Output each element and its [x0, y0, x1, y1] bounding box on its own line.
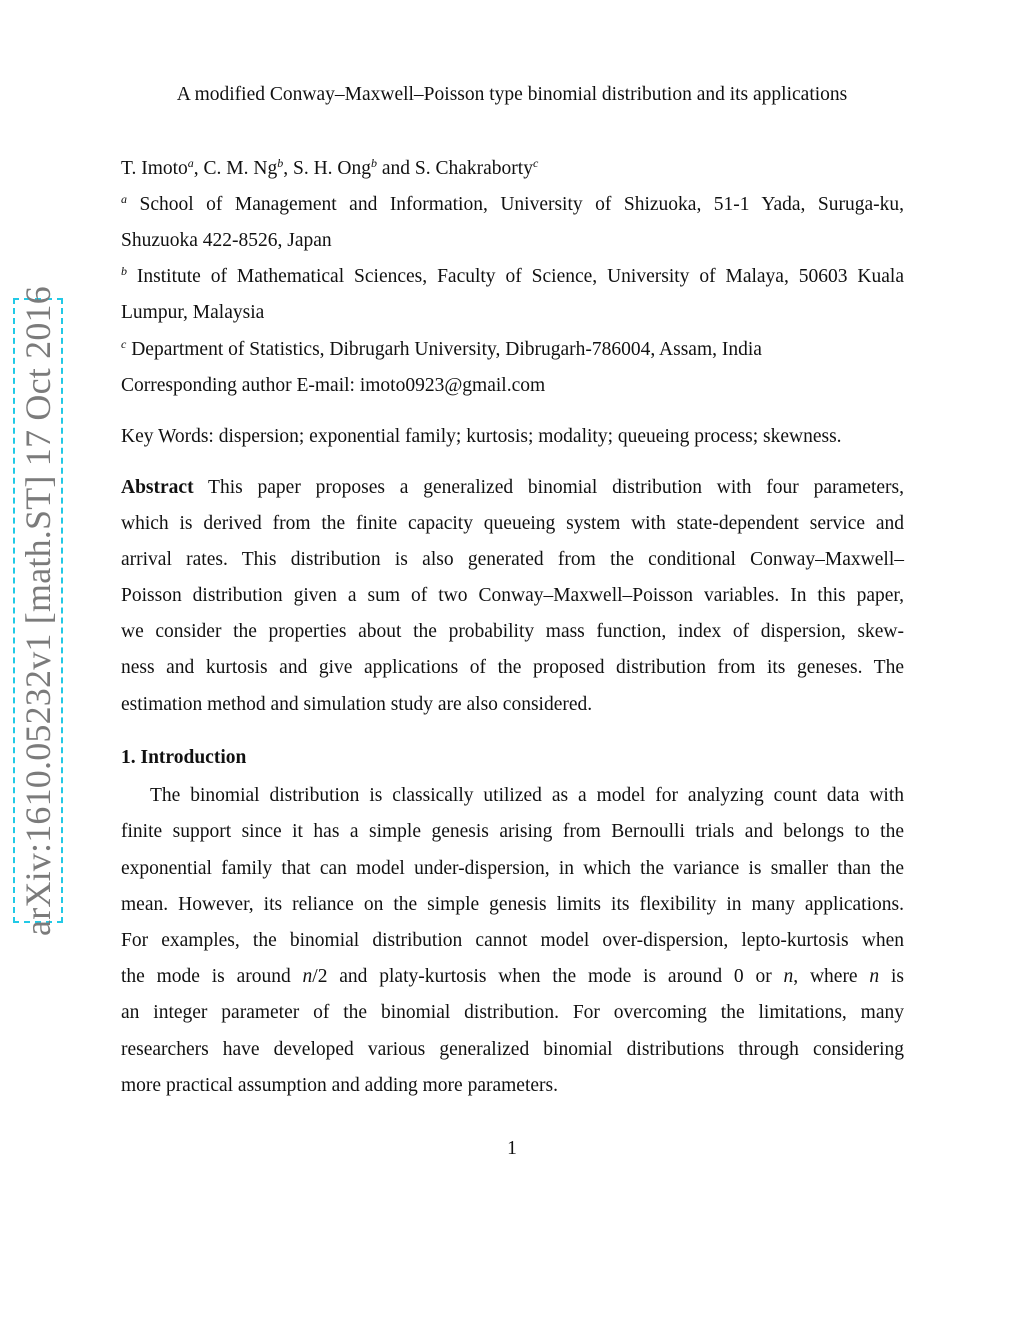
intro-line: exponential family that can model under-dispersion, in which the variance is smaller than the: [121, 858, 904, 879]
abstract-line: Abstract This paper proposes a generalized binomial distribution with four parameters,: [121, 477, 904, 498]
section-heading: 1. Introduction: [121, 747, 247, 768]
affiliation-a: $^a$ School of Management and Information, University of Shizuoka, 51-1 Yada, Suruga-ku,: [121, 192, 904, 215]
abstract-line: Poisson distribution given a sum of two Conway–Maxwell–Poisson variables. In this paper,: [121, 585, 904, 606]
intro-line: The binomial distribution is classically utilized as a model for analyzing count data with: [150, 785, 904, 806]
affiliation-b: $^b$ Institute of Mathematical Sciences, Faculty of Science, University of Malaya, 50603 Kuala: [121, 264, 904, 287]
affiliation-marker: b: [277, 156, 284, 170]
abstract-line: which is derived from the finite capacity queueing system with state-dependent service and: [121, 513, 904, 534]
abstract-line: estimation method and simulation study are also considered.: [121, 694, 593, 715]
paper-title: A modified Conway–Maxwell–Poisson type binomial distribution and its applications: [176, 84, 848, 105]
affiliation-marker: b: [371, 156, 377, 170]
intro-line: researchers have developed various generalized binomial distributions through considering: [121, 1039, 904, 1060]
author-name: , S. H. Ong: [283, 158, 371, 179]
arxiv-identifier[interactable]: arXiv:1610.05232v1 [math.ST] 17 Oct 2016: [18, 285, 58, 936]
affiliation-c: $^c$ Department of Statistics, Dibrugarh University, Dibrugarh-786004, Assam, India: [121, 337, 762, 360]
math-variable: n: [869, 966, 880, 987]
intro-line: an integer parameter of the binomial distribution. For overcoming the limitations, many: [121, 1002, 904, 1023]
affiliation-marker: a: [187, 156, 194, 170]
intro-line: mean. However, its reliance on the simple genesis limits its flexibility in many applications.: [121, 894, 904, 915]
intro-line: more practical assumption and adding more parameters.: [121, 1075, 558, 1096]
author-name: T. Imoto: [121, 158, 188, 179]
keywords: Key Words: dispersion; exponential family; kurtosis; modality; queueing process; skewness.: [121, 426, 842, 447]
affiliation-marker: c: [532, 156, 539, 170]
author-list: [121, 157, 904, 181]
abstract-line: we consider the properties about the probability mass function, index of dispersion, skew-: [121, 621, 904, 642]
affiliation-b-cont: Lumpur, Malaysia: [121, 302, 265, 323]
affiliation-marker: a: [121, 192, 127, 206]
abstract-line: arrival rates. This distribution is also generated from the conditional Conway–Maxwell–: [121, 549, 904, 570]
intro-line: finite support since it has a simple genesis arising from Bernoulli trials and belongs to the: [121, 821, 904, 842]
author-name: , C. M. Ng: [193, 158, 278, 179]
arxiv-stamp[interactable]: [13, 285, 63, 936]
affiliation-a-cont: Shuzuoka 422-8526, Japan: [121, 230, 332, 251]
corresponding-author: Corresponding author E-mail: imoto0923@gmail.com: [121, 375, 546, 396]
intro-line: For examples, the binomial distribution cannot model over-dispersion, lepto-kurtosis when: [121, 930, 904, 951]
author-name: and S. Chakraborty: [377, 158, 533, 179]
affiliation-marker: c: [121, 337, 127, 351]
math-variable: n: [302, 966, 313, 987]
affiliation-marker: b: [121, 264, 127, 278]
abstract-line: ness and kurtosis and give applications of the proposed distribution from its geneses. The: [121, 657, 904, 678]
abstract-label: Abstract: [121, 477, 194, 498]
intro-line: the mode is around n/2 and platy-kurtosis when the mode is around 0 or n, where n is: [121, 966, 904, 987]
math-variable: n: [783, 966, 794, 987]
page-number: 1: [507, 1138, 517, 1159]
